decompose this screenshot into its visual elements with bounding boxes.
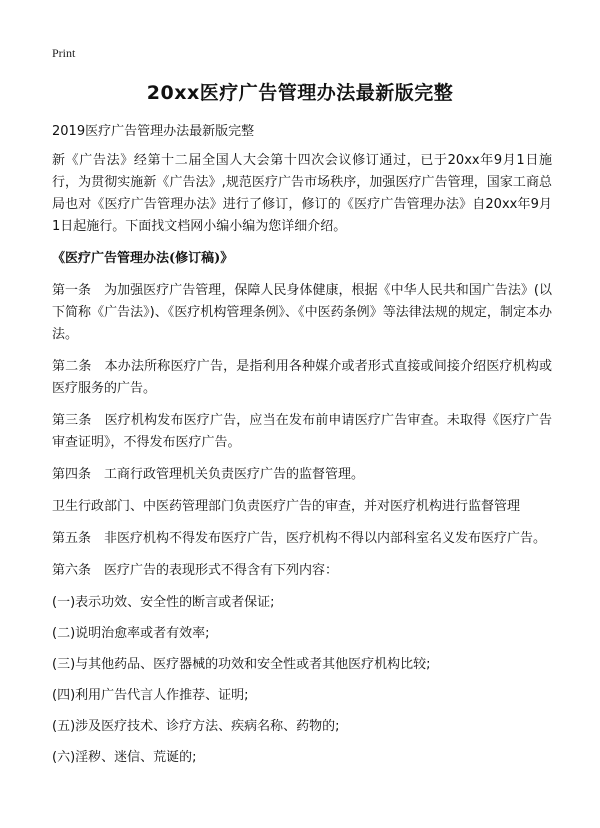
list-item: (一)表示功效、安全性的断言或者保证; (52, 595, 275, 610)
document-title: 20xx医疗广告管理办法最新版完整 (146, 82, 454, 104)
article-6: 第六条 医疗广告的表现形式不得含有下列内容： (52, 563, 339, 578)
list-item: (四)利用广告代言人作推荐、证明; (52, 688, 249, 703)
section-heading: 《医疗广告管理办法(修订稿)》 (52, 251, 234, 266)
print-label: Print (52, 46, 76, 60)
article-5: 第五条 非医疗机构不得发布医疗广告，医疗机构不得以内部科室名义发布医疗广告。 (52, 531, 547, 546)
intro-paragraph: 新《广告法》经第十二届全国人大会第十四次会议修订通过，已于20xx年9月1日施行，为贯彻实施新《广告法》,规范医疗广告市场秩序，加强医疗广告管理，国家工商总局也对《医疗广告管理办法》进行了修订，修订的《医疗广告管理办法》自20xx年9月1日起施行。下面找文档网小编小编为您详细介绍。 (52, 153, 552, 234)
list-item: (六)淫秽、迷信、荒诞的; (52, 750, 197, 765)
list-item: (三)与其他药品、医疗器械的功效和安全性或者其他医疗机构比较; (52, 657, 431, 672)
document-subtitle: 2019医疗广告管理办法最新版完整 (52, 124, 255, 139)
article-4: 第四条 工商行政管理机关负责医疗广告的监督管理。 (52, 467, 365, 482)
document-body (52, 150, 552, 778)
article-2: 第二条 本办法所称医疗广告，是指利用各种媒介或者形式直接或间接介绍医疗机构或医疗服务的广告。 (52, 359, 552, 396)
article-3: 第三条 医疗机构发布医疗广告，应当在发布前申请医疗广告审查。未取得《医疗广告审查证明》，不得发布医疗广告。 (52, 413, 552, 450)
list-item: (二)说明治愈率或者有效率; (52, 626, 210, 641)
article-1: 第一条 为加强医疗广告管理，保障人民身体健康，根据《中华人民共和国广告法》(以下简称《广告法》)、《医疗机构管理条例》、《中医药条例》等法律法规的规定，制定本办法。 (52, 283, 552, 342)
article-4-supplement: 卫生行政部门、中医药管理部门负责医疗广告的审查，并对医疗机构进行监督管理 (52, 499, 521, 514)
list-item: (五)涉及医疗技术、诊疗方法、疾病名称、药物的; (52, 719, 340, 734)
